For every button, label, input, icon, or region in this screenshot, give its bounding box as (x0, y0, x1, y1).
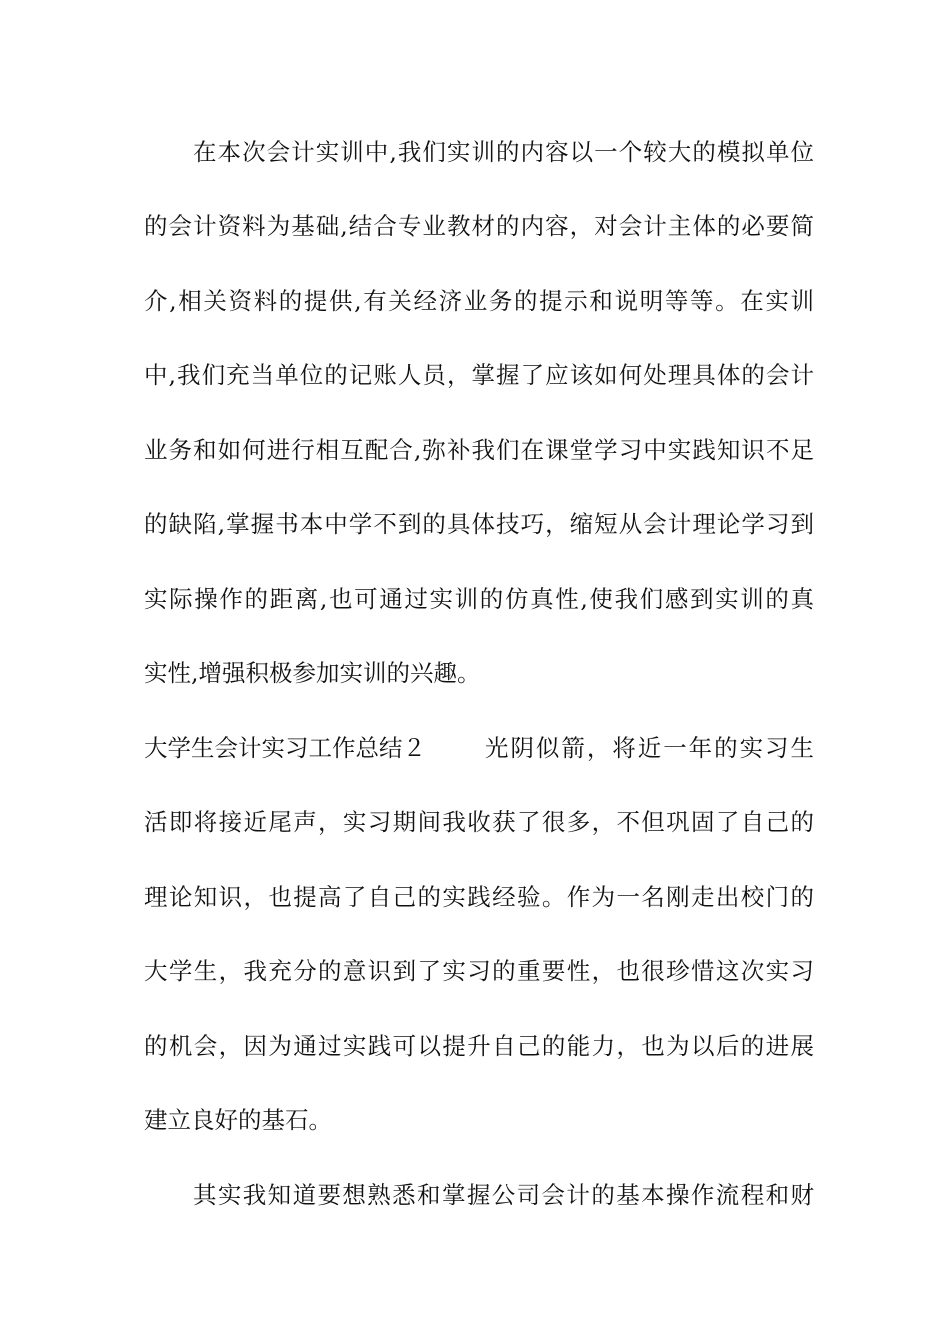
paragraph-1-line-8: 实性,增强积极参加实训的兴趣。 (144, 659, 481, 687)
paragraph-1-line-2: 的会计资料为基础,结合专业教材的内容，对会计主体的必要简 (144, 212, 814, 240)
paragraph-1-line-6: 的缺陷,掌握书本中学不到的具体技巧，缩短从会计理论学习到 (144, 510, 814, 538)
paragraph-1-line-1: 在本次会计实训中,我们实训的内容以一个较大的模拟单位 (193, 138, 814, 166)
section-2-heading-line (144, 732, 814, 764)
paragraph-1-line-5: 业务和如何进行相互配合,弥补我们在课堂学习中实践知识不足 (144, 436, 814, 464)
section-2-line-3: 理论知识，也提高了自己的实践经验。作为一名刚走出校门的 (144, 883, 814, 911)
section-2-title: 大学生会计实习工作总结２ (144, 734, 426, 762)
section-2-line-5: 的机会，因为通过实践可以提升自己的能力，也为以后的进展 (144, 1032, 814, 1060)
section-2-line-6: 建立良好的基石。 (144, 1106, 332, 1134)
paragraph-1-line-4: 中,我们充当单位的记账人员，掌握了应该如何处理具体的会计 (144, 361, 814, 389)
section-2-line-2: 活即将接近尾声，实习期间我收获了很多，不但巩固了自己的 (144, 808, 814, 836)
paragraph-3-line-1: 其实我知道要想熟悉和掌握公司会计的基本操作流程和财 (193, 1181, 814, 1209)
paragraph-1-line-3: 介,相关资料的提供,有关经济业务的提示和说明等等。在实训 (144, 287, 814, 315)
section-2-line-1: 光阴似箭，将近一年的实习生 (485, 734, 814, 762)
paragraph-1-line-7: 实际操作的距离,也可通过实训的仿真性,使我们感到实训的真 (144, 585, 814, 613)
section-2-line-4: 大学生，我充分的意识到了实习的重要性，也很珍惜这次实习 (144, 957, 814, 985)
